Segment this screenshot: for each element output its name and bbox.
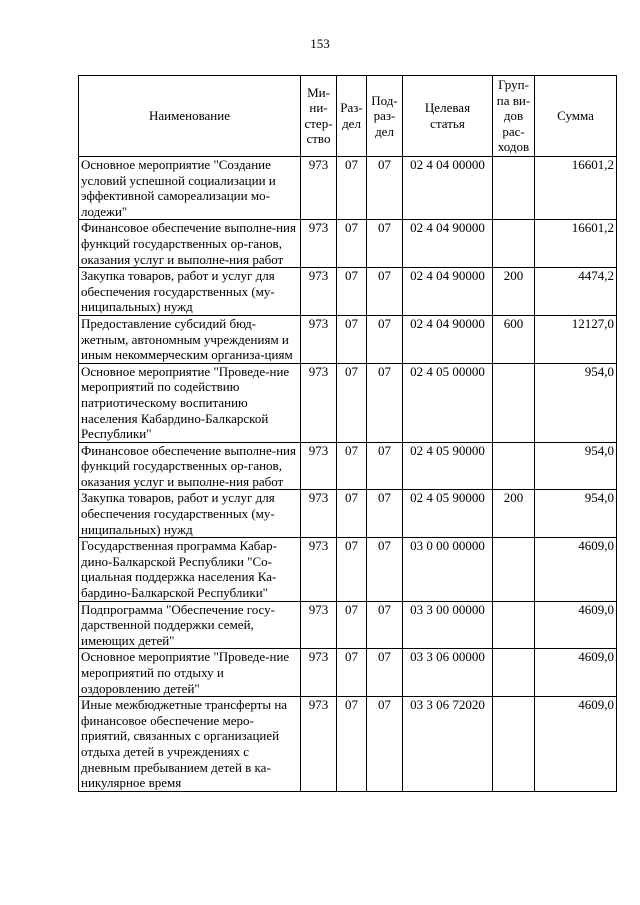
row-ministry: 973 xyxy=(301,490,337,538)
row-sum: 4609,0 xyxy=(535,601,617,649)
header-sum: Сумма xyxy=(535,76,617,157)
row-subsection: 07 xyxy=(367,157,403,220)
row-sum: 4609,0 xyxy=(535,649,617,697)
row-ministry: 973 xyxy=(301,363,337,442)
row-sum: 16601,2 xyxy=(535,157,617,220)
row-target: 02 4 04 00000 xyxy=(403,157,493,220)
row-ministry: 973 xyxy=(301,697,337,792)
row-section: 07 xyxy=(337,220,367,268)
row-section: 07 xyxy=(337,601,367,649)
row-subsection: 07 xyxy=(367,490,403,538)
row-target: 03 3 00 00000 xyxy=(403,601,493,649)
table-row xyxy=(79,220,617,268)
table-row xyxy=(79,315,617,363)
row-name: Иные межбюджетные трансферты на финансовое обеспечение меро-приятий, связанных с организацией отдыха детей в учреждениях с дневным пребыванием детей в ка-никулярное время xyxy=(79,697,301,792)
row-subsection: 07 xyxy=(367,538,403,601)
row-target: 02 4 04 90000 xyxy=(403,220,493,268)
row-name: Основное мероприятие "Проведе-ние мероприятий по содействию патриотическому воспитанию населения Кабардино-Балкарской Республики" xyxy=(79,363,301,442)
row-group xyxy=(493,538,535,601)
row-group: 200 xyxy=(493,490,535,538)
row-ministry: 973 xyxy=(301,268,337,316)
row-section: 07 xyxy=(337,538,367,601)
header-target: Целевая статья xyxy=(403,76,493,157)
row-ministry: 973 xyxy=(301,442,337,490)
row-sum: 954,0 xyxy=(535,363,617,442)
table-row xyxy=(79,268,617,316)
header-section: Раз- дел xyxy=(337,76,367,157)
table-header-row xyxy=(79,76,617,157)
row-name: Государственная программа Кабар-дино-Балкарской Республики "Со-циальная поддержка населения Ка-бардино-Балкарской Республики" xyxy=(79,538,301,601)
row-group xyxy=(493,157,535,220)
header-ministry: Ми- ни- стер- ство xyxy=(301,76,337,157)
row-name: Закупка товаров, работ и услуг для обеспечения государственных (му-ниципальных) нужд xyxy=(79,268,301,316)
row-ministry: 973 xyxy=(301,538,337,601)
header-group: Груп- па ви- дов рас- ходов xyxy=(493,76,535,157)
row-ministry: 973 xyxy=(301,315,337,363)
row-group xyxy=(493,697,535,792)
row-name: Основное мероприятие "Проведе-ние мероприятий по отдыху и оздоровлению детей" xyxy=(79,649,301,697)
row-target: 02 4 05 00000 xyxy=(403,363,493,442)
table-row xyxy=(79,697,617,792)
row-name: Финансовое обеспечение выполне-ния функций государственных ор-ганов, оказания услуг и выполне-ния работ xyxy=(79,442,301,490)
row-name: Подпрограмма "Обеспечение госу-дарственной поддержки семей, имеющих детей" xyxy=(79,601,301,649)
row-target: 03 3 06 72020 xyxy=(403,697,493,792)
row-subsection: 07 xyxy=(367,363,403,442)
header-subsection: Под- раз- дел xyxy=(367,76,403,157)
table-row xyxy=(79,363,617,442)
row-section: 07 xyxy=(337,697,367,792)
table-row xyxy=(79,601,617,649)
row-group xyxy=(493,363,535,442)
row-sum: 954,0 xyxy=(535,442,617,490)
table-row xyxy=(79,442,617,490)
row-subsection: 07 xyxy=(367,268,403,316)
row-sum: 4609,0 xyxy=(535,538,617,601)
row-group xyxy=(493,442,535,490)
row-name: Закупка товаров, работ и услуг для обеспечения государственных (му-ниципальных) нужд xyxy=(79,490,301,538)
row-group xyxy=(493,601,535,649)
header-name: Наименование xyxy=(79,76,301,157)
row-section: 07 xyxy=(337,649,367,697)
row-ministry: 973 xyxy=(301,601,337,649)
row-group: 600 xyxy=(493,315,535,363)
row-section: 07 xyxy=(337,442,367,490)
row-target: 02 4 05 90000 xyxy=(403,490,493,538)
row-group: 200 xyxy=(493,268,535,316)
row-target: 03 3 06 00000 xyxy=(403,649,493,697)
row-group xyxy=(493,220,535,268)
page-number: 153 xyxy=(310,36,330,51)
row-ministry: 973 xyxy=(301,649,337,697)
row-group xyxy=(493,649,535,697)
row-target: 02 4 05 90000 xyxy=(403,442,493,490)
row-ministry: 973 xyxy=(301,220,337,268)
row-section: 07 xyxy=(337,363,367,442)
table-row xyxy=(79,490,617,538)
table-row xyxy=(79,538,617,601)
row-sum: 954,0 xyxy=(535,490,617,538)
row-sum: 12127,0 xyxy=(535,315,617,363)
row-section: 07 xyxy=(337,490,367,538)
row-name: Основное мероприятие "Создание условий успешной социализации и эффективной самореализации мо-лодежи" xyxy=(79,157,301,220)
row-sum: 16601,2 xyxy=(535,220,617,268)
row-subsection: 07 xyxy=(367,601,403,649)
row-ministry: 973 xyxy=(301,157,337,220)
table-row xyxy=(79,649,617,697)
table-row xyxy=(79,157,617,220)
row-name: Предоставление субсидий бюд-жетным, автономным учреждениям и иным некоммерческим организа-циям xyxy=(79,315,301,363)
budget-table xyxy=(78,75,617,792)
row-subsection: 07 xyxy=(367,220,403,268)
row-target: 02 4 04 90000 xyxy=(403,268,493,316)
row-subsection: 07 xyxy=(367,442,403,490)
row-target: 03 0 00 00000 xyxy=(403,538,493,601)
row-name: Финансовое обеспечение выполне-ния функций государственных ор-ганов, оказания услуг и выполне-ния работ xyxy=(79,220,301,268)
row-sum: 4609,0 xyxy=(535,697,617,792)
row-target: 02 4 04 90000 xyxy=(403,315,493,363)
row-sum: 4474,2 xyxy=(535,268,617,316)
row-section: 07 xyxy=(337,157,367,220)
row-section: 07 xyxy=(337,268,367,316)
row-subsection: 07 xyxy=(367,315,403,363)
row-section: 07 xyxy=(337,315,367,363)
row-subsection: 07 xyxy=(367,649,403,697)
row-subsection: 07 xyxy=(367,697,403,792)
